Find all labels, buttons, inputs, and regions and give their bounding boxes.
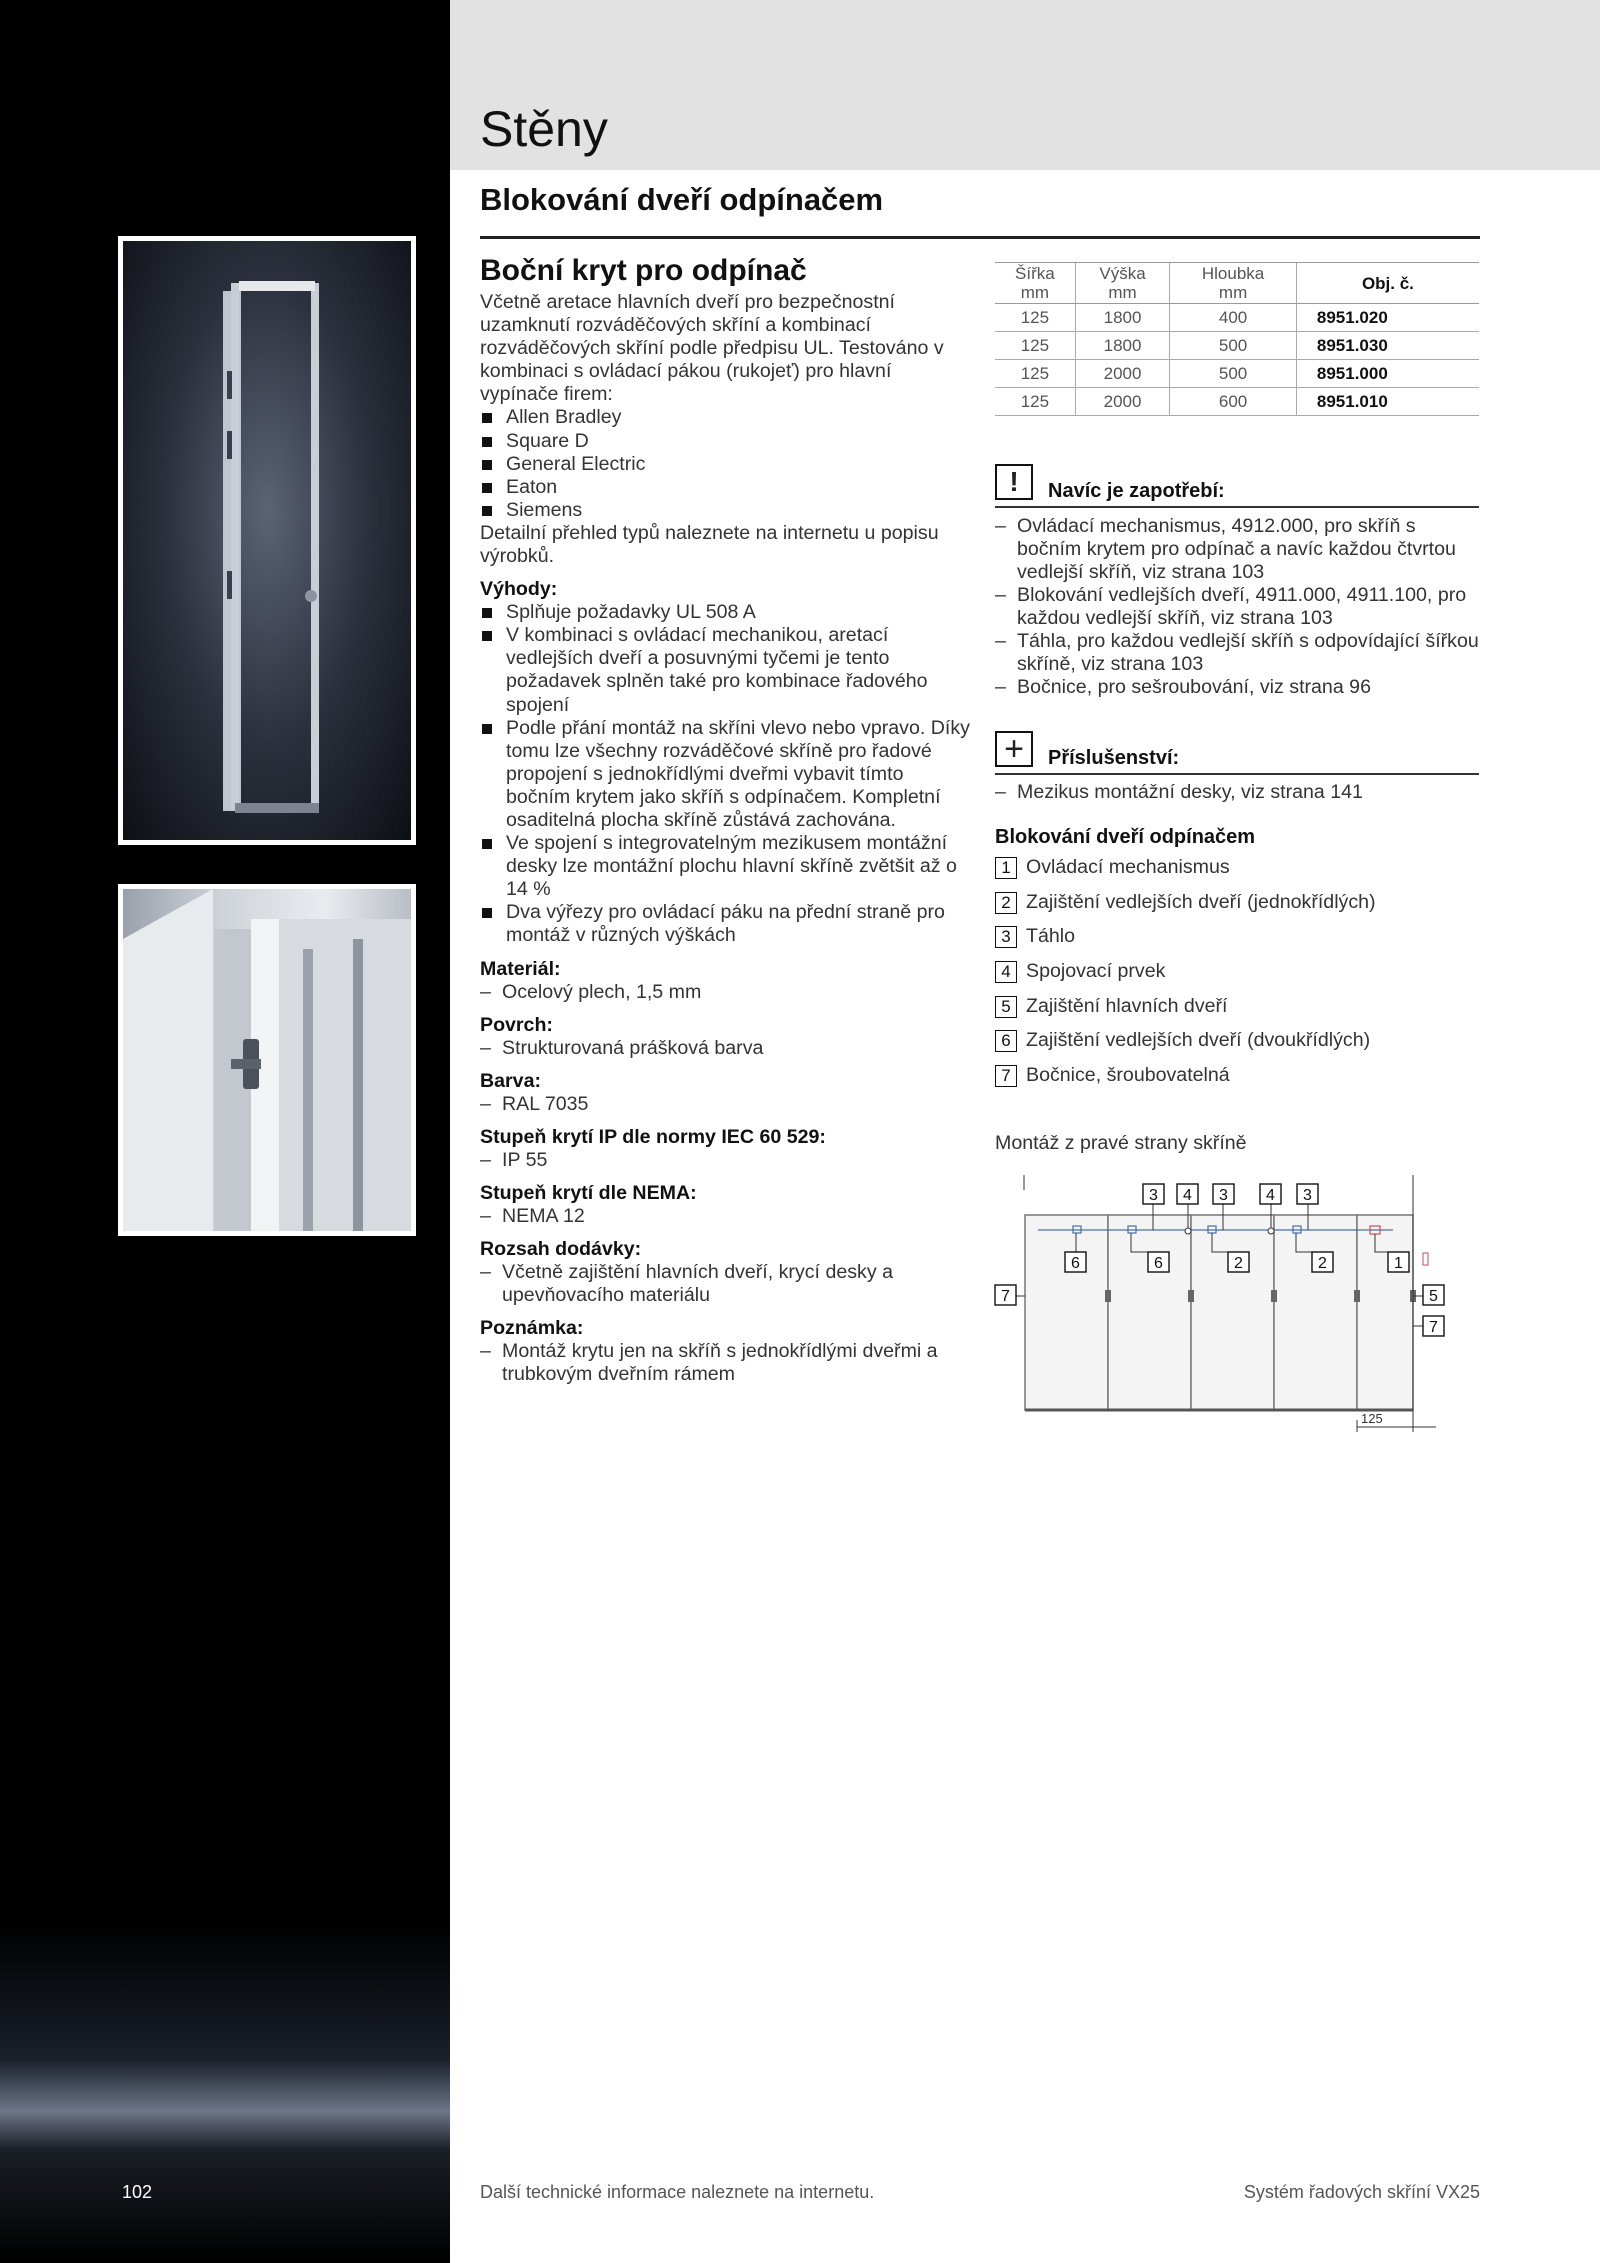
svg-text:2: 2	[1234, 1255, 1243, 1272]
list-item: – Mezikus montážní desky, viz strana 141	[995, 781, 1479, 804]
product-title: Boční kryt pro odpínač	[480, 254, 807, 287]
list-item: Eaton	[480, 476, 970, 499]
list-item: General Electric	[480, 453, 970, 476]
number-box: 3	[995, 926, 1017, 948]
callout-mid-1	[1065, 1252, 1086, 1272]
list-item: 4 Spojovací prvek	[995, 960, 1376, 995]
order-number: 8951.020	[1296, 304, 1479, 332]
list-item: – Blokování vedlejších dveří, 4911.000, 4911.100, pro každou vedlejší skříň, viz strana 103	[995, 584, 1479, 630]
scope-value: – Včetně zajištění hlavních dveří, krycí desky a upevňovacího materiálu	[480, 1261, 970, 1307]
required-list	[995, 515, 1479, 699]
cell: 125	[995, 304, 1075, 332]
number-box: 1	[995, 857, 1017, 879]
table-header-row	[995, 263, 1479, 304]
number-box: 2	[995, 892, 1017, 914]
number-box: 7	[995, 1065, 1017, 1087]
remark-heading: Poznámka:	[480, 1317, 584, 1340]
cell: 2000	[1075, 360, 1169, 388]
section-rule	[480, 236, 1480, 239]
list-item: – Bočnice, pro sešroubování, viz strana 96	[995, 676, 1479, 699]
list-item: Ve spojení s integrovatelným mezikusem montážní desky lze montážní plochu hlavní skříně zvětšit až o 14 %	[480, 832, 970, 901]
number-box: 6	[995, 1030, 1017, 1052]
product-intro: Včetně aretace hlavních dveří pro bezpečnostní uzamknutí rozváděčových skříní a kombinací rozváděčových skříní podle předpisu UL. Testováno v kombinaci s ovládací pákou (rukojeť) pro hlavní vypínače firem:	[480, 291, 944, 406]
list-item: 3 Táhlo	[995, 925, 1376, 960]
list-item: – Ovládací mechanismus, 4912.000, pro skříň s bočním krytem pro odpínač a navíc každou čtvrtou vedlejší skříň, viz strana 103	[995, 515, 1479, 584]
callout-right-2	[1423, 1316, 1444, 1336]
list-item: Square D	[480, 430, 970, 453]
list-item: – Táhla, pro každou vedlejší skříň s odpovídající šířkou skříně, viz strana 103	[995, 630, 1479, 676]
table-row	[995, 388, 1479, 416]
footer-note: Další technické informace naleznete na internetu.	[480, 2182, 875, 2202]
accessories-title: Příslušenství:	[1048, 747, 1180, 769]
svg-text:6: 6	[1154, 1255, 1163, 1272]
callout-right-1	[1423, 1285, 1444, 1305]
col-header-depth: Hloubka mm	[1170, 263, 1297, 304]
callout-top-3	[1213, 1184, 1234, 1204]
svg-text:6: 6	[1071, 1255, 1080, 1272]
surface-heading: Povrch:	[480, 1013, 553, 1036]
components-list	[995, 856, 1376, 1099]
cell: 500	[1170, 360, 1297, 388]
required-header	[995, 464, 1479, 508]
list-item: 6 Zajištění vedlejších dveří (dvoukřídlých)	[995, 1029, 1376, 1064]
order-number: 8951.000	[1296, 360, 1479, 388]
exclamation-icon: !	[995, 464, 1033, 500]
cell: 500	[1170, 332, 1297, 360]
svg-text:7: 7	[1429, 1319, 1438, 1336]
cell: 125	[995, 332, 1075, 360]
product-photo-mounted	[118, 884, 416, 1236]
cell: 400	[1170, 304, 1297, 332]
spec-table	[995, 262, 1479, 416]
plus-icon: +	[995, 731, 1033, 767]
svg-text:4: 4	[1266, 1187, 1275, 1204]
list-item: 1 Ovládací mechanismus	[995, 856, 1376, 891]
callout-mid-2	[1148, 1252, 1169, 1272]
cell: 600	[1170, 388, 1297, 416]
benefits-heading: Výhody:	[480, 578, 558, 601]
footer-series: Systém řadových skříní VX25	[1243, 2182, 1480, 2202]
accessories-list	[995, 781, 1479, 804]
list-item: 7 Bočnice, šroubovatelná	[995, 1064, 1376, 1099]
product-photo-side-panel	[118, 236, 416, 845]
nema-heading: Stupeň krytí dle NEMA:	[480, 1181, 697, 1204]
callout-mid-3	[1228, 1252, 1249, 1272]
list-item: 5 Zajištění hlavních dveří	[995, 995, 1376, 1030]
svg-text:4: 4	[1183, 1187, 1192, 1204]
table-row	[995, 360, 1479, 388]
svg-text:5: 5	[1429, 1288, 1438, 1305]
svg-text:3: 3	[1219, 1187, 1228, 1204]
required-title: Navíc je zapotřebí:	[1048, 480, 1225, 502]
ip-value: – IP 55	[480, 1149, 970, 1172]
order-number: 8951.030	[1296, 332, 1479, 360]
table-row	[995, 304, 1479, 332]
svg-text:1: 1	[1394, 1255, 1403, 1272]
callout-top-1	[1143, 1184, 1164, 1204]
callout-mid-5	[1388, 1252, 1409, 1272]
svg-text:3: 3	[1303, 1187, 1312, 1204]
cell: 125	[995, 388, 1075, 416]
page-title: Stěny	[480, 101, 608, 157]
number-box: 4	[995, 961, 1017, 983]
color-heading: Barva:	[480, 1069, 541, 1092]
cell: 1800	[1075, 332, 1169, 360]
col-header-height: Výška mm	[1075, 263, 1169, 304]
mounting-diagram	[978, 1170, 1478, 1450]
brand-list	[480, 406, 970, 521]
dimension-label: 125	[1361, 1411, 1383, 1426]
list-item: 2 Zajištění vedlejších dveří (jednokřídlých)	[995, 891, 1376, 926]
color-value: – RAL 7035	[480, 1093, 970, 1116]
remark-value: – Montáž krytu jen na skříň s jednokřídlými dveřmi a trubkovým dveřním rámem	[480, 1340, 970, 1386]
list-item: Splňuje požadavky UL 508 A	[480, 601, 970, 624]
svg-text:2: 2	[1318, 1255, 1327, 1272]
number-box: 5	[995, 996, 1017, 1018]
cell: 125	[995, 360, 1075, 388]
ip-heading: Stupeň krytí IP dle normy IEC 60 529:	[480, 1125, 826, 1148]
list-item: Siemens	[480, 499, 970, 522]
callout-left	[995, 1285, 1016, 1305]
material-heading: Materiál:	[480, 957, 561, 980]
cell: 1800	[1075, 304, 1169, 332]
accessories-header	[995, 731, 1479, 775]
list-item: V kombinaci s ovládací mechanikou, aretací vedlejších dveří a posuvnými tyčemi je tento požadavek splněn také pro kombinace řadového spojení	[480, 624, 970, 716]
scope-heading: Rozsah dodávky:	[480, 1238, 642, 1260]
components-heading: Blokování dveří odpínačem	[995, 826, 1256, 848]
svg-text:3: 3	[1149, 1187, 1158, 1204]
list-item: Dva výřezy pro ovládací páku na přední straně pro montáž v různých výškách	[480, 901, 970, 947]
header-band	[450, 0, 1600, 170]
product-note: Detailní přehled typů naleznete na internetu u popisu výrobků.	[480, 521, 939, 568]
col-header-width: Šířka mm	[995, 263, 1075, 304]
benefits-list	[480, 601, 970, 947]
material-value: – Ocelový plech, 1,5 mm	[480, 981, 970, 1004]
callout-top-5	[1297, 1184, 1318, 1204]
nema-value: – NEMA 12	[480, 1205, 970, 1228]
list-item: Allen Bradley	[480, 406, 970, 429]
table-row	[995, 332, 1479, 360]
col-header-order-no: Obj. č.	[1296, 263, 1479, 304]
callout-top-4	[1260, 1184, 1281, 1204]
callout-top-2	[1177, 1184, 1198, 1204]
surface-value: – Strukturovaná prášková barva	[480, 1037, 970, 1060]
svg-text:7: 7	[1001, 1288, 1010, 1305]
mounting-label: Montáž z pravé strany skříně	[995, 1132, 1247, 1154]
page-number: 102	[122, 2182, 153, 2202]
section-title: Blokování dveří odpínačem	[480, 182, 884, 217]
list-item: Podle přání montáž na skříni vlevo nebo vpravo. Díky tomu lze všechny rozváděčové skříně pro řadové propojení s jednokřídlými dveřmi vybavit tímto bočním krytem jako skříň s odpínačem. Kompletní osaditelná plocha skříně zůstává zachována.	[480, 717, 970, 832]
callout-mid-4	[1312, 1252, 1333, 1272]
cell: 2000	[1075, 388, 1169, 416]
product-description	[480, 253, 970, 1386]
order-number: 8951.010	[1296, 388, 1479, 416]
